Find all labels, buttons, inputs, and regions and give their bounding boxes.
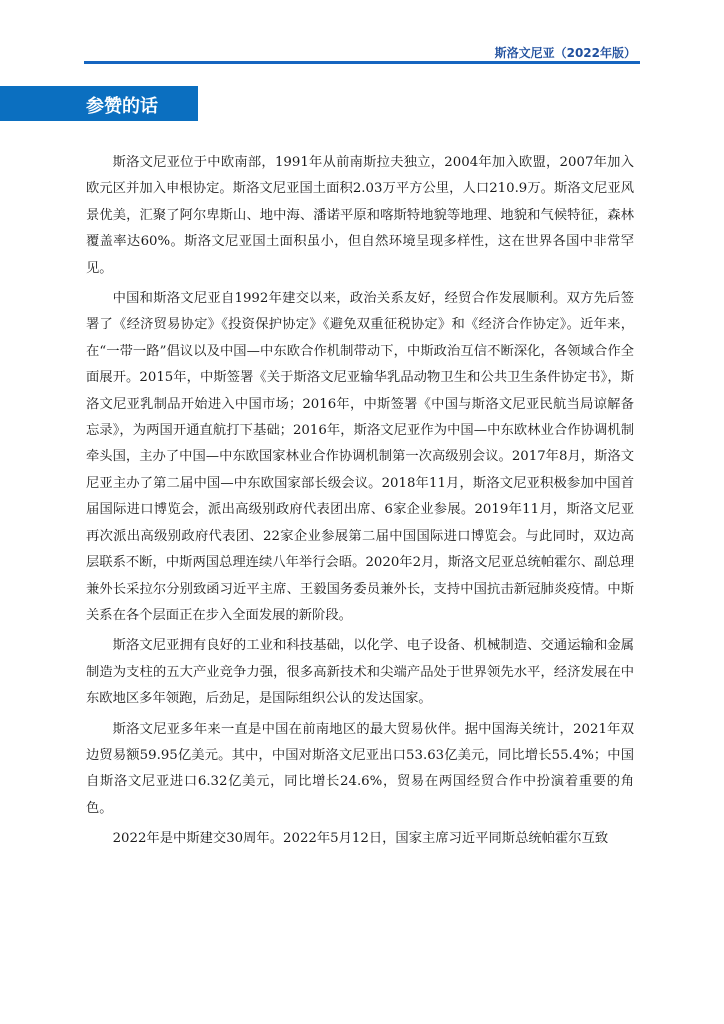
running-header-title: 斯洛文尼亚（2022年版） bbox=[494, 46, 636, 60]
paragraph-trade: 斯洛文尼亚多年来一直是中国在前南地区的最大贸易伙伴。据中国海关统计，2021年双边贸易额59.95亿美元。其中，中国对斯洛文尼亚出口53.63亿美元，同比增长55.4%；中国自斯洛文尼亚进口6.32亿美元，同比增长24.6%，贸易在两国经贸合作中扮演着重要的角色。 bbox=[86, 721, 634, 816]
paragraph-relations: 中国和斯洛文尼亚自1992年建交以来，政治关系友好，经贸合作发展顺利。双方先后签署了《经济贸易协定》《投资保护协定》《避免双重征税协定》和《经济合作协定》。近年来，在“一带一路”倡议以及中国—中东欧合作机制带动下，中斯政治互信不断深化，各领域合作全面展开。2015年，中斯签署《关于斯洛文尼亚输华乳品动物卫生和公共卫生条件协定书》，斯洛文尼亚乳制品开始进入中国市场；2016年，中斯签署《中国与斯洛文尼亚民航当局谅解备忘录》，为两国开通直航打下基础；2016年，斯洛文尼亚作为中国—中东欧林业合作协调机制牵头国，主办了中国—中东欧国家林业合作协调机制第一次高级别会议。2017年8月，斯洛文尼亚主办了第二届中国—中东欧国家部长级会议。2018年11月，斯洛文尼亚积极参加中国首届国际进口博览会，派出高级别政府代表团出席、6家企业参展。2019年11月，斯洛文尼亚再次派出高级别政府代表团、22家企业参展第二届中国国际进口博览会。与此同时，双边高层联系不断，中斯两国总理连续八年举行会晤。2020年2月，斯洛文尼亚总统帕霍尔、副总理兼外长采拉尔分别致函习近平主席、王毅国务委员兼外长，支持中国抗击新冠肺炎疫情。中斯关系在各个层面正在步入全面发展的新阶段。 bbox=[86, 291, 634, 623]
header-divider bbox=[84, 61, 640, 64]
paragraph-intro: 斯洛文尼亚位于中欧南部，1991年从前南斯拉夫独立，2004年加入欧盟，2007年加入欧元区并加入申根协定。斯洛文尼亚国土面积2.03万平方公里，人口210.9万。斯洛文尼亚风景优美，汇聚了阿尔卑斯山、地中海、潘诺平原和喀斯特地貌等地理、地貌和气候特征，森林覆盖率达60%。斯洛文尼亚国土面积虽小，但自然环境呈现多样性，这在世界各国中非常罕见。 bbox=[86, 155, 634, 276]
section-title: 参赞的话 bbox=[86, 96, 158, 117]
body-text bbox=[86, 150, 634, 857]
paragraph-anniversary: 2022年是中斯建交30周年。2022年5月12日，国家主席习近平同斯总统帕霍尔互致 bbox=[112, 831, 609, 847]
paragraph-industry: 斯洛文尼亚拥有良好的工业和科技基础，以化学、电子设备、机械制造、交通运输和金属制造为支柱的五大产业竞争力强，很多高新技术和尖端产品处于世界领先水平，经济发展在中东欧地区多年领跑，后劲足，是国际组织公认的发达国家。 bbox=[86, 638, 634, 707]
